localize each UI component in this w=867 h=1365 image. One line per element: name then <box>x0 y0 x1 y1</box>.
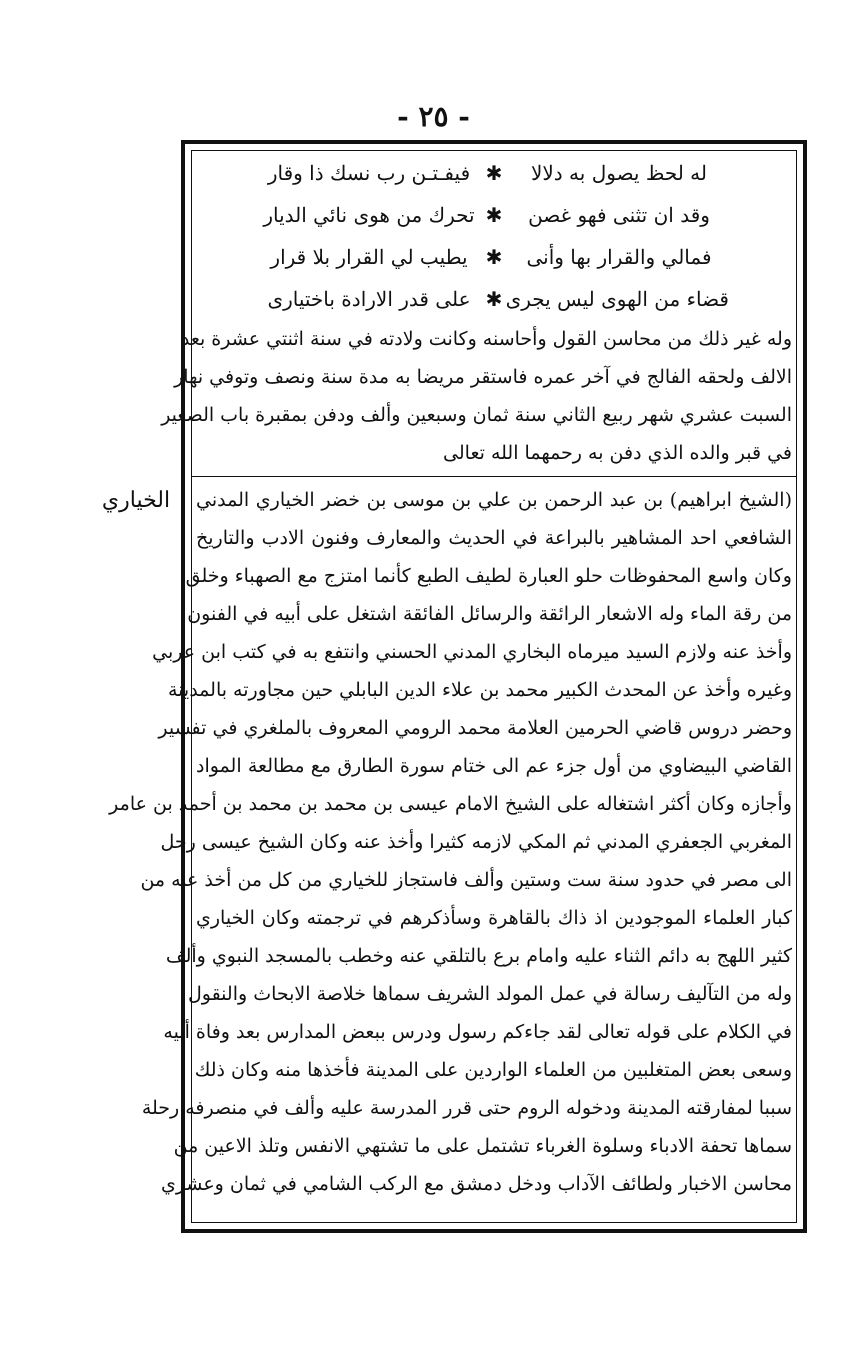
verse-first-hemistich: قضاء من الهوى ليس يجرى <box>505 287 729 311</box>
verse-separator-icon: ✱ <box>485 287 503 311</box>
text-line: سببا لمفارقته المدينة ودخوله الروم حتى قرر المدرسة عليه وألف في منصرفه رحلة <box>141 1097 792 1119</box>
verse-second-hemistich: على قدر الارادة باختيارى <box>267 287 471 311</box>
text-line: كبار العلماء الموجودين اذ ذاك بالقاهرة وسأذكرهم في ترجمته وكان الخياري <box>196 907 792 929</box>
verse-row <box>192 194 796 236</box>
verse-first-hemistich: وقد ان تثنى فهو غصن <box>528 203 710 227</box>
text-line: وسعى بعض المتغلبين من العلماء الواردين على المدينة فأخذها منه وكان ذلك <box>194 1059 792 1081</box>
verse-second-hemistich: يطيب لي القرار بلا قرار <box>270 245 468 269</box>
text-line: السبت عشري شهر ربيع الثاني سنة ثمان وسبعين وألف ودفن بمقبرة باب الصغير <box>161 404 792 426</box>
text-line: في الكلام على قوله تعالى لقد جاءكم رسول ودرس ببعض المدارس بعد وفاة أبيه <box>163 1021 792 1043</box>
text-line: وغيره وأخذ عن المحدث الكبير محمد بن علاء الدين البابلي حين مجاورته بالمدينة <box>167 679 792 701</box>
verse-separator-icon: ✱ <box>485 245 503 269</box>
text-line: القاضي البيضاوي من أول جزء عم الى ختام سورة الطارق مع مطالعة المواد <box>196 755 792 777</box>
margin-note: الخياري <box>101 488 171 513</box>
previous-entry-ending <box>161 320 796 472</box>
biography-entry <box>109 481 796 1203</box>
text-line: الى مصر في حدود سنة ست وستين وألف فاستجاز للخياري من كل من أخذ عنه من <box>140 869 792 891</box>
text-line: محاسن الاخبار ولطائف الآداب ودخل دمشق مع الركب الشامي في ثمان وعشري <box>161 1173 792 1195</box>
text-line: سماها تحفة الادباء وسلوة الغرباء تشتمل على ما تشتهي الانفس وتلذ الاعين من <box>173 1135 792 1157</box>
verse-separator-icon: ✱ <box>485 203 503 227</box>
verse-first-hemistich: فمالي والقرار بها وأنى <box>526 245 712 269</box>
page-number: - ٢٥ - <box>397 100 470 133</box>
poem-block <box>192 152 796 320</box>
verse-second-hemistich: تحرك من هوى نائي الديار <box>263 203 475 227</box>
page-content <box>109 152 796 1203</box>
verse-row <box>192 152 796 194</box>
text-line: وله من التآليف رسالة في عمل المولد الشريف سماها خلاصة الابحاث والنقول <box>187 983 792 1005</box>
text-line: وأخذ عنه ولازم السيد ميرماه البخاري المدني الحسني وانتفع به في كتب ابن عربي <box>152 641 792 663</box>
verse-row <box>192 278 796 320</box>
text-line: كثير اللهج به دائم الثناء عليه وامام برع بالتلقي عنه وخطب بالمسجد النبوي وألف <box>165 945 792 967</box>
verse-second-hemistich: فيفـتـن رب نسك ذا وقار <box>267 161 471 185</box>
text-line: وأجازه وكان أكثر اشتغاله على الشيخ الامام عيسى بن محمد بن محمد بن أحمد بن عامر <box>109 793 792 815</box>
text-line: في قبر والده الذي دفن به رحمهما الله تعالى <box>443 442 792 464</box>
text-line: وحضر دروس قاضي الحرمين العلامة محمد الرومي المعروف بالملغري في تفسير <box>158 717 792 739</box>
entry-heading-line: (الشيخ ابراهيم) بن عبد الرحمن بن علي بن موسى بن خضر الخياري المدني <box>196 489 792 511</box>
text-line: وكان واسع المحفوظات حلو العبارة لطيف الطبع كأنما امتزج مع الصهباء وخلق <box>185 565 792 587</box>
text-line: المغربي الجعفري المدني ثم المكي لازمه كثيرا وأخذ عنه وكان الشيخ عيسى رحل <box>160 831 792 853</box>
verse-row <box>192 236 796 278</box>
verse-separator-icon: ✱ <box>485 161 503 185</box>
text-line: الالف ولحقه الفالج في آخر عمره فاستقر مريضا به مدة سنة ونصف وتوفي نهار <box>174 366 792 388</box>
text-line: من رقة الماء وله الاشعار الرائقة والرسائل الفائقة اشتغل على أبيه في الفنون <box>187 603 792 625</box>
text-line: وله غير ذلك من محاسن القول وأحاسنه وكانت ولادته في سنة اثنتي عشرة بعد <box>180 328 792 350</box>
text-line: الشافعي احد المشاهير بالبراعة في الحديث والمعارف وفنون الادب والتاريخ <box>196 527 792 549</box>
verse-first-hemistich: له لحظ يصول به دلالا <box>530 161 707 185</box>
section-divider <box>192 476 796 477</box>
